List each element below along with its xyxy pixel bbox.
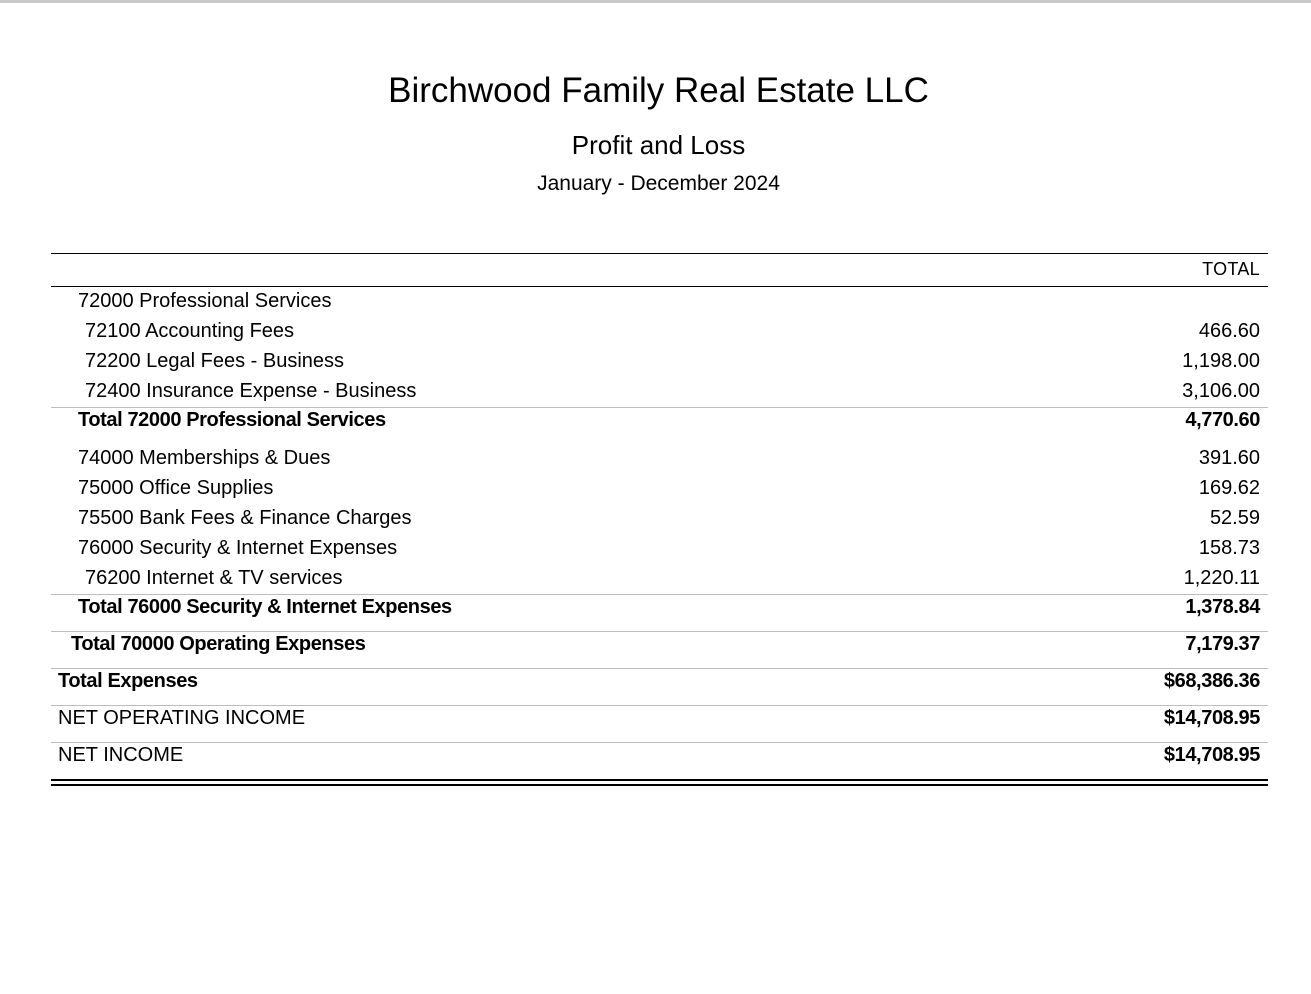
row-label: Total 76000 Security & Internet Expenses xyxy=(78,596,452,618)
row-label: 75000 Office Supplies xyxy=(78,477,274,499)
row-label: 76200 Internet & TV services xyxy=(85,567,343,589)
row-label: NET INCOME xyxy=(58,744,184,766)
net-operating-income-row xyxy=(51,705,1268,742)
company-name: Birchwood Family Real Estate LLC xyxy=(388,71,929,110)
row-label: 75500 Bank Fees & Finance Charges xyxy=(78,507,412,529)
row-amount: 158.73 xyxy=(1198,537,1260,559)
row-label: Total 72000 Professional Services xyxy=(78,409,386,431)
row-label: 72400 Insurance Expense - Business xyxy=(85,380,417,402)
row-amount: 391.60 xyxy=(1198,447,1260,469)
row-label: 72100 Accounting Fees xyxy=(85,320,295,342)
row-amount: 52.59 xyxy=(1209,507,1260,529)
subtotal-row xyxy=(51,594,1268,631)
row-amount: 4,770.60 xyxy=(1185,409,1260,431)
table-row xyxy=(51,564,1268,594)
profit-loss-table xyxy=(51,253,1268,786)
table-row xyxy=(51,474,1268,504)
row-amount: 3,106.00 xyxy=(1182,380,1260,402)
row-label: Total 70000 Operating Expenses xyxy=(71,633,366,655)
subtotal-row xyxy=(51,407,1268,444)
row-label: Total Expenses xyxy=(58,670,198,692)
row-amount: $14,708.95 xyxy=(1163,707,1260,729)
row-label: NET OPERATING INCOME xyxy=(58,707,306,729)
row-amount: 1,378.84 xyxy=(1185,596,1260,618)
row-label: 74000 Memberships & Dues xyxy=(78,447,331,469)
table-row xyxy=(51,504,1268,534)
row-label: 76000 Security & Internet Expenses xyxy=(78,537,398,559)
row-amount: $14,708.95 xyxy=(1163,744,1260,766)
table-row xyxy=(51,377,1268,407)
report-period: January - December 2024 xyxy=(537,172,780,195)
table-row xyxy=(51,317,1268,347)
row-amount: 7,179.37 xyxy=(1185,633,1260,655)
row-amount: 466.60 xyxy=(1198,320,1260,342)
table-row xyxy=(51,287,1268,317)
row-label: 72000 Professional Services xyxy=(78,290,332,312)
row-amount: $68,386.36 xyxy=(1163,670,1260,692)
total-expenses-row xyxy=(51,668,1268,705)
double-underline xyxy=(51,779,1268,786)
row-amount: 1,220.11 xyxy=(1183,567,1260,589)
row-label: 72200 Legal Fees - Business xyxy=(85,350,345,372)
subtotal-row xyxy=(51,631,1268,668)
top-border xyxy=(0,0,1311,3)
table-row xyxy=(51,444,1268,474)
report-title: Profit and Loss xyxy=(571,130,746,160)
table-row xyxy=(51,347,1268,377)
total-column-header: TOTAL xyxy=(1202,259,1260,279)
table-row xyxy=(51,534,1268,564)
row-amount: 169.62 xyxy=(1198,477,1260,499)
row-amount: 1,198.00 xyxy=(1182,350,1260,372)
column-header-row xyxy=(51,254,1268,287)
net-income-row xyxy=(51,742,1268,779)
